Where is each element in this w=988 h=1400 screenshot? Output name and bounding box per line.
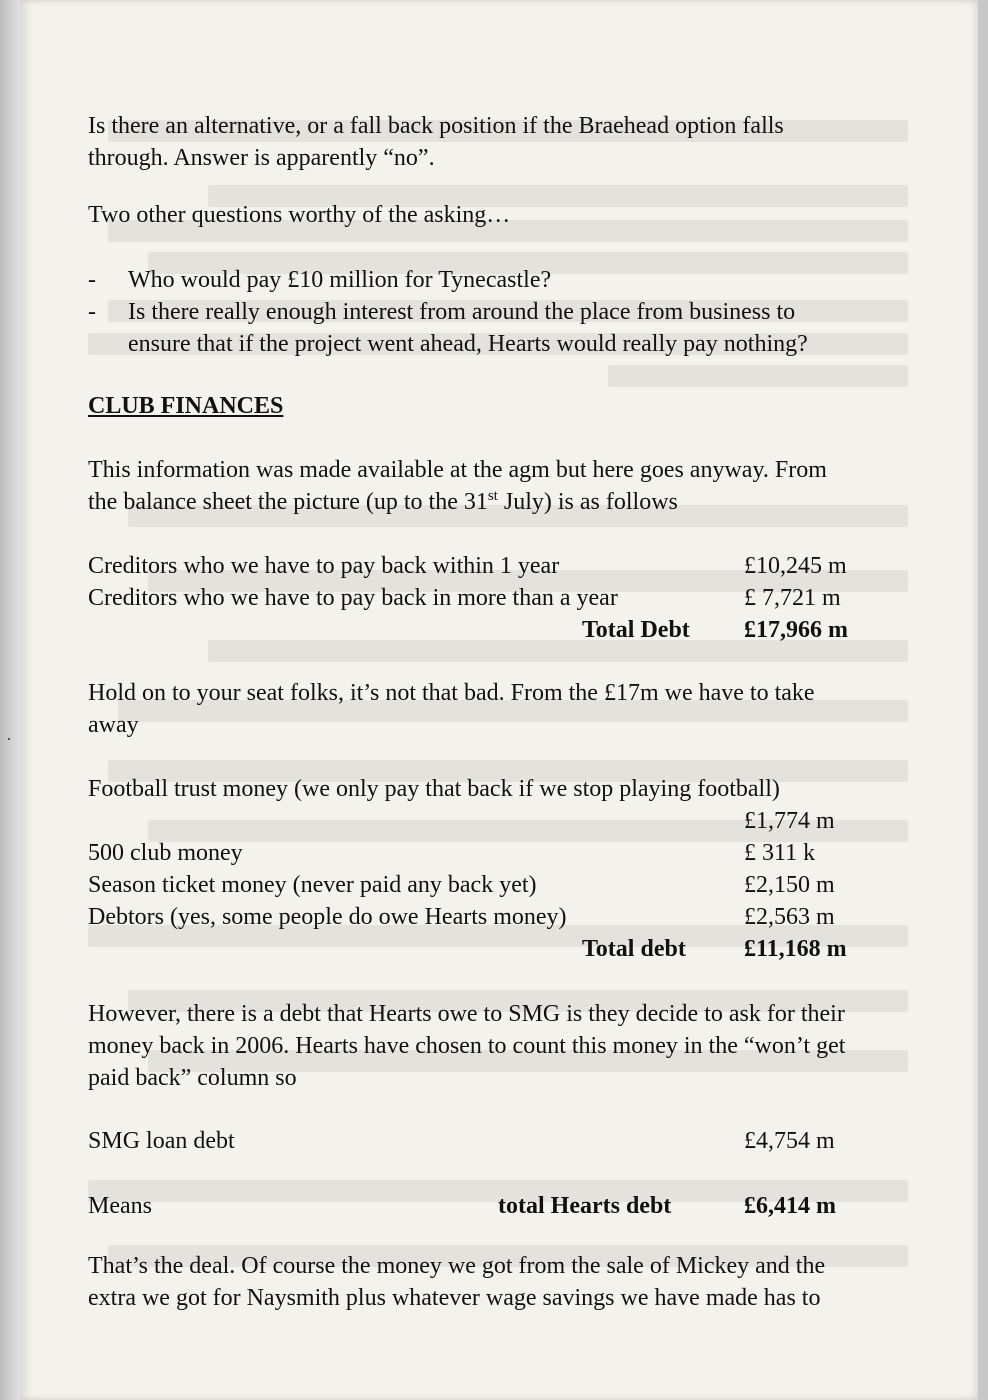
smg-para-line-1: However, there is a debt that Hearts owe to SMG is they decide to ask for their: [88, 1001, 845, 1027]
total-hearts-debt-amount: £6,414 m: [744, 1193, 836, 1219]
club500-amount: £ 311 k: [744, 840, 816, 866]
closing-line-2: extra we got for Naysmith plus whatever wage savings we have made has to: [88, 1285, 821, 1311]
binding-edge: [0, 0, 20, 1400]
creditors-row-1-amount: £10,245 m: [744, 553, 847, 579]
finances-para-line-1: This information was made available at the agm but here goes anyway. From: [88, 457, 827, 483]
club500-label: 500 club money: [88, 840, 243, 866]
creditors-row-1-label: Creditors who we have to pay back within 1 year: [88, 553, 560, 579]
hold-on-line-2: away: [88, 712, 139, 738]
smg-para-line-2: money back in 2006. Hearts have chosen to count this money in the “won’t get: [88, 1033, 846, 1059]
question-2-continued: ensure that if the project went ahead, Hearts would really pay nothing?: [128, 331, 808, 357]
season-ticket-label: Season ticket money (never paid any back yet): [88, 872, 537, 898]
intro-line-2: through. Answer is apparently “no”.: [88, 145, 435, 171]
creditors-row-2-label: Creditors who we have to pay back in more than a year: [88, 585, 618, 611]
smg-loan-label: SMG loan debt: [88, 1128, 235, 1154]
hold-on-line-1: Hold on to your seat folks, it’s not that bad. From the £17m we have to take: [88, 680, 815, 706]
question-1: Who would pay £10 million for Tynecastle?: [128, 267, 552, 293]
section-heading-club-finances: CLUB FINANCES: [88, 393, 284, 419]
questions-heading: Two other questions worthy of the asking…: [88, 202, 511, 228]
smg-para-line-3: paid back” column so: [88, 1065, 297, 1091]
question-1-dash: -: [88, 267, 96, 293]
question-2: Is there really enough interest from around the place from business to: [128, 299, 796, 325]
season-ticket-amount: £2,150 m: [744, 872, 835, 898]
finances-para-line-2: the balance sheet the picture (up to the 31st July) is as follows: [88, 488, 678, 515]
smg-loan-amount: £4,754 m: [744, 1128, 835, 1154]
intro-line-1: Is there an alternative, or a fall back position if the Braehead option falls: [88, 113, 784, 139]
scan-speck: [8, 738, 10, 740]
debtors-amount: £2,563 m: [744, 904, 835, 930]
football-trust-label: Football trust money (we only pay that back if we stop playing football): [88, 776, 780, 802]
page-right-edge: [978, 0, 988, 1400]
question-2-dash: -: [88, 299, 96, 325]
total-debt-2-amount: £11,168 m: [744, 936, 847, 962]
football-trust-amount: £1,774 m: [744, 808, 835, 834]
total-debt-label: Total Debt: [582, 617, 690, 643]
creditors-row-2-amount: £ 7,721 m: [744, 585, 841, 611]
closing-line-1: That’s the deal. Of course the money we got from the sale of Mickey and the: [88, 1253, 826, 1279]
total-debt-amount: £17,966 m: [744, 617, 848, 643]
debtors-label: Debtors (yes, some people do owe Hearts money): [88, 904, 567, 930]
means-label: Means: [88, 1193, 152, 1219]
total-hearts-debt-label: total Hearts debt: [498, 1193, 672, 1219]
total-debt-2-label: Total debt: [582, 936, 686, 962]
